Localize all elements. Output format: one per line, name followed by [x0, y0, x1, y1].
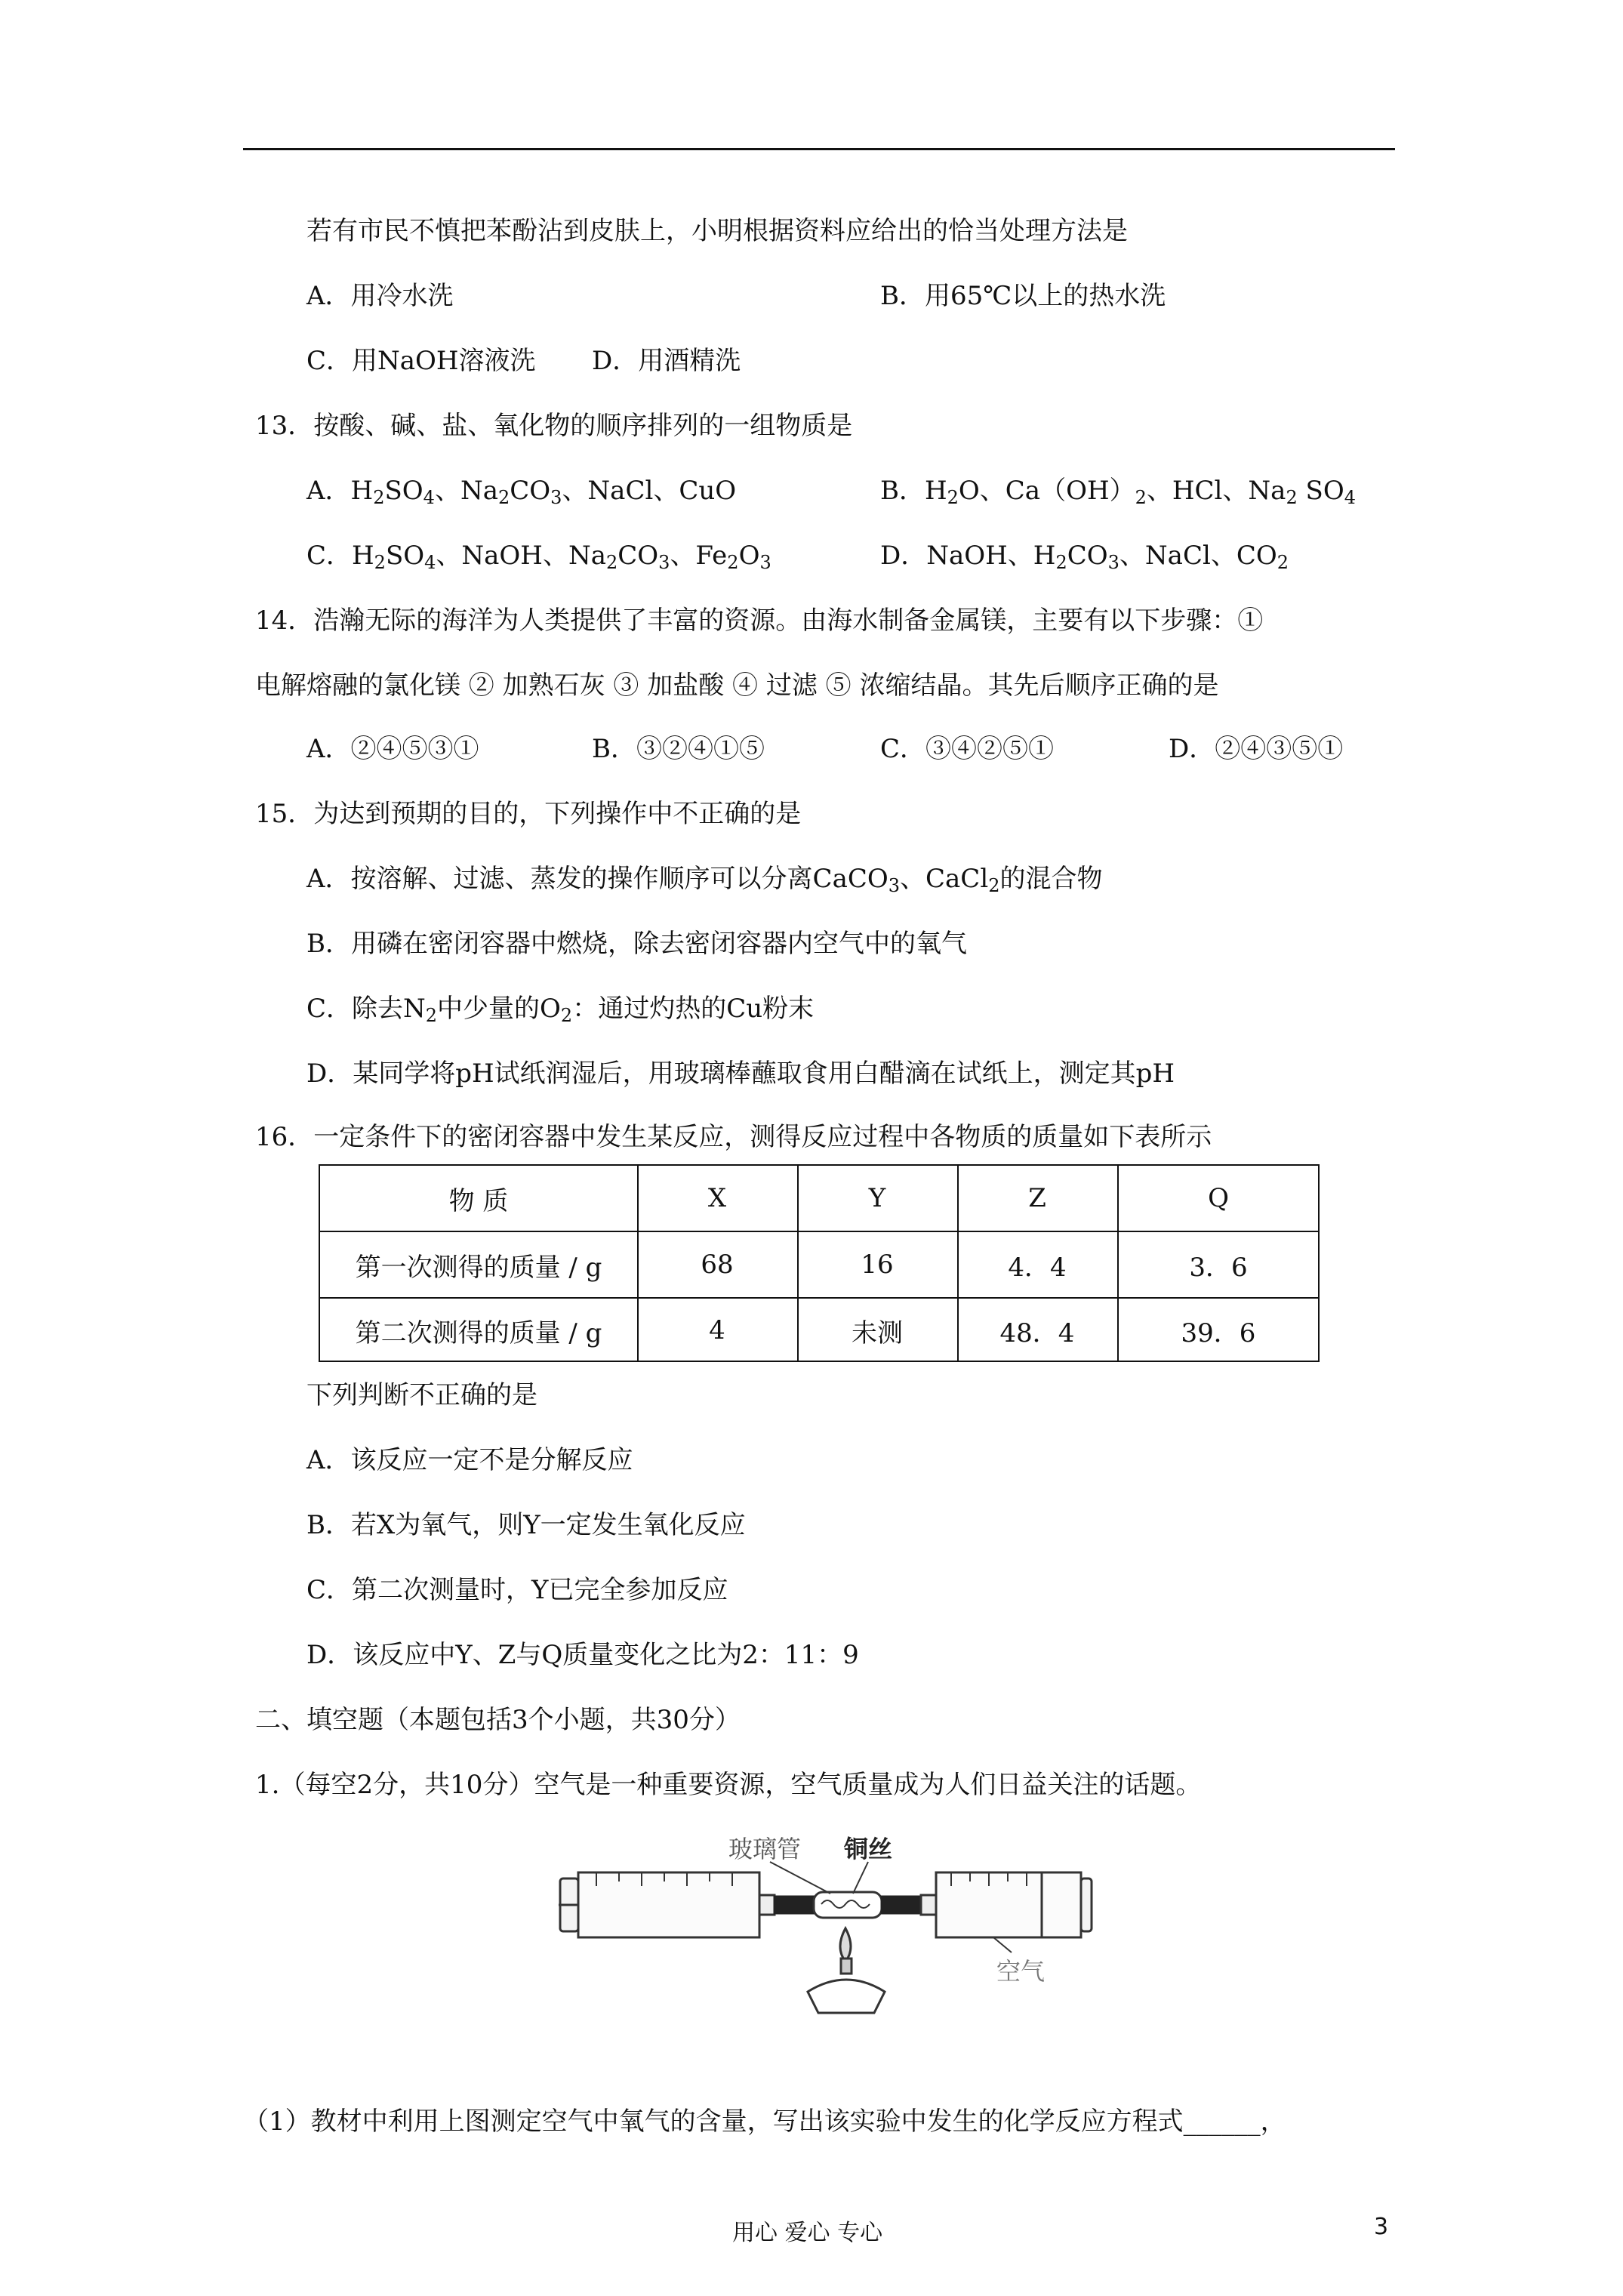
table-header-cell: 物 质	[448, 1185, 509, 1216]
mass-table	[319, 1164, 1320, 1362]
table-header-cell: X	[707, 1183, 727, 1213]
table-cell: 39．6	[1181, 1318, 1256, 1348]
table-row	[320, 1299, 1318, 1362]
q14-option-d: D．②④③⑤①	[1169, 734, 1344, 764]
q13-stem: 13．按酸、碱、盐、氧化物的顺序排列的一组物质是	[255, 411, 853, 441]
table-rule	[797, 1166, 799, 1361]
q13-option-b: B．$H_2O$、$Ca(OH)_2$、HCl、$Na_2$ $SO_4$	[880, 476, 1356, 508]
q16-option-c: C．第二次测量时，Y已完全参加反应	[306, 1575, 728, 1605]
q15-option-a: A．按溶解、过滤、蒸发的操作顺序可以分离CaCO$_3$、CaCl$_2$的混合物	[306, 864, 1103, 896]
q15-option-c: C．除去$N_2$中少量的$O_2$：通过灼热的Cu粉末	[306, 994, 815, 1026]
table-cell: 4	[709, 1315, 725, 1345]
label-glass-tube: 玻璃管	[728, 1835, 802, 1863]
section2-sub1: （1）教材中利用上图测定空气中氧气的含量，写出该实验中发生的化学反应方程式______，	[243, 2106, 1286, 2137]
q14-option-c: C．③④②⑤①	[880, 734, 1055, 764]
label-copper-wire: 铜丝	[844, 1835, 893, 1863]
q16-after-table: 下列判断不正确的是	[306, 1380, 537, 1410]
page-number: 3	[1374, 2214, 1389, 2240]
table-header-row	[320, 1166, 1318, 1231]
q12-option-c: C．用NaOH溶液洗	[306, 346, 536, 376]
q12-option-a: A．用冷水洗	[306, 281, 454, 311]
q13-option-d: D．NaOH、$H_2CO_3$、NaCl、$CO_2$	[880, 541, 1289, 573]
q16-option-a: A．该反应一定不是分解反应	[306, 1445, 633, 1475]
table-row	[320, 1232, 1318, 1297]
q16-option-d: D．该反应中Y、Z与Q质量变化之比为2：11：9	[306, 1640, 859, 1670]
label-air: 空气	[996, 1957, 1046, 1986]
q13-option-a: A．$H_2SO_4$、$Na_2CO_3$、NaCl、CuO	[306, 476, 737, 508]
q12-option-b: B．用65℃以上的热水洗	[880, 281, 1166, 311]
q14-option-b: B．③②④①⑤	[592, 734, 765, 764]
q13-option-c: C．$H_2SO_4$、NaOH、$Na_2CO_3$、$Fe_2O_3$	[306, 541, 771, 573]
apparatus-figure	[544, 1832, 1095, 2020]
table-cell: 16	[861, 1250, 894, 1280]
q15-option-d: D．某同学将pH试纸润湿后，用玻璃棒蘸取食用白醋滴在试纸上，测定其pH	[306, 1059, 1175, 1089]
table-header-cell: Y	[868, 1183, 886, 1213]
table-rule	[320, 1297, 1318, 1299]
section2-q1: 1.（每空2分，共10分）空气是一种重要资源，空气质量成为人们日益关注的话题。	[255, 1770, 1202, 1800]
table-rule	[320, 1231, 1318, 1232]
table-cell: 未测	[852, 1318, 903, 1348]
table-cell: 3．6	[1189, 1252, 1248, 1283]
table-rule	[1117, 1166, 1119, 1361]
table-cell: 4．4	[1008, 1252, 1067, 1283]
table-rule	[957, 1166, 959, 1361]
q12-option-d: D．用酒精洗	[592, 346, 741, 376]
q14-stem-line2: 电解熔融的氯化镁 ② 加熟石灰 ③ 加盐酸 ④ 过滤 ⑤ 浓缩结晶。其先后顺序正确的是	[255, 670, 1219, 701]
q12-stem: 若有市民不慎把苯酚沾到皮肤上，小明根据资料应给出的恰当处理方法是	[306, 216, 1128, 246]
q16-option-b: B．若X为氧气，则Y一定发生氧化反应	[306, 1510, 746, 1540]
table-header-cell: Q	[1208, 1183, 1229, 1213]
table-cell: 第二次测得的质量 / g	[355, 1318, 602, 1348]
q14-stem-line1: 14．浩瀚无际的海洋为人类提供了丰富的资源。由海水制备金属镁，主要有以下步骤：①	[255, 606, 1264, 636]
q15-option-b: B．用磷在密闭容器中燃烧，除去密闭容器内空气中的氧气	[306, 929, 967, 959]
header-rule	[243, 148, 1395, 150]
table-cell: 68	[701, 1250, 734, 1280]
table-header-cell: Z	[1028, 1183, 1046, 1213]
table-cell: 48．4	[999, 1318, 1075, 1348]
q15-stem: 15．为达到预期的目的，下列操作中不正确的是	[255, 799, 802, 829]
footer-motto: 用心 爱心 专心	[732, 2220, 883, 2246]
q16-stem: 16．一定条件下的密闭容器中发生某反应，测得反应过程中各物质的质量如下表所示	[255, 1122, 1212, 1152]
section2-title: 二、填空题（本题包括3个小题，共30分）	[255, 1705, 741, 1735]
q14-option-a: A．②④⑤③①	[306, 734, 479, 764]
table-rule	[637, 1166, 639, 1361]
table-cell: 第一次测得的质量 / g	[355, 1252, 602, 1283]
